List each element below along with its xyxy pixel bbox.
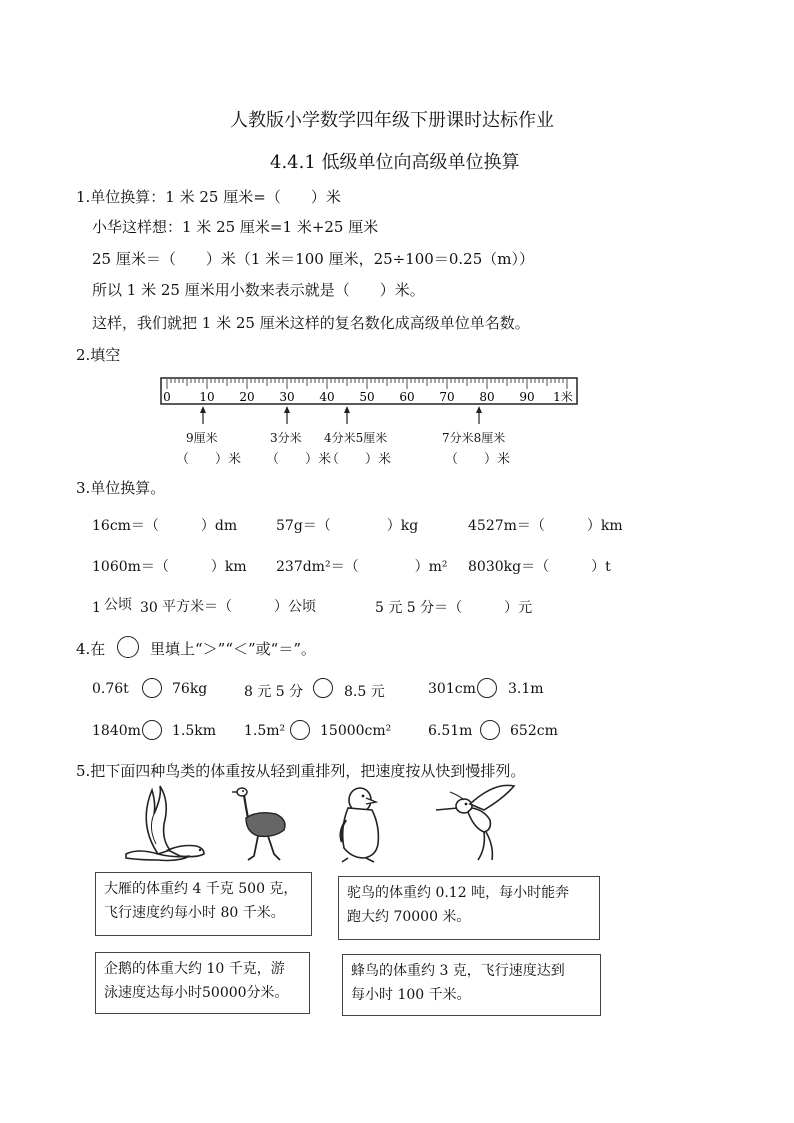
- ruler-number-30: 30: [279, 390, 295, 404]
- q3-item-7-number-1: 1: [92, 600, 101, 616]
- goose-info-box: [95, 872, 312, 936]
- compare-circle-r1-a[interactable]: [142, 678, 162, 698]
- ostrich-info-line-1: 驼鸟的体重约 0.12 吨，每小时能奔: [347, 885, 570, 901]
- ruler-number-70: 70: [439, 390, 455, 404]
- ruler-blank-3: （ ）米: [326, 452, 392, 467]
- compare-circle-example: [117, 636, 139, 658]
- q3-heading: 3.单位换算。: [76, 479, 166, 497]
- q1-line-4: 所以 1 米 25 厘米用小数来表示就是（ ）米。: [92, 281, 425, 299]
- q4-r2-c-left: 6.51m: [428, 723, 473, 739]
- q3-item-7-unit-1: 公顷: [104, 597, 132, 613]
- ostrich-info-line-2: 跑大约 70000 米。: [347, 909, 471, 925]
- ruler-number-1m: 1米: [553, 390, 573, 404]
- q4-r1-a-left: 0.76t: [92, 681, 129, 697]
- ostrich-info-box: [338, 876, 600, 940]
- q4-r2-c-right: 652cm: [510, 723, 558, 739]
- ruler-number-10: 10: [199, 390, 215, 404]
- q4-r2-a-right: 1.5km: [172, 723, 217, 739]
- q2-heading: 2.填空: [76, 346, 121, 364]
- q3-item-4: 1060m＝（ ）km: [92, 559, 247, 575]
- q4-r1-c-left: 301cm: [428, 681, 476, 697]
- q3-item-3: 4527m＝（ ）km: [468, 518, 623, 534]
- penguin-info-box: [95, 952, 310, 1014]
- q5-heading: 5.把下面四种鸟类的体重按从轻到重排列，把速度按从快到慢排列。: [76, 762, 526, 780]
- ruler-arrow-head: [200, 406, 206, 413]
- q4-r2-a-left: 1840m: [92, 723, 141, 739]
- ruler-arrow-head: [476, 406, 482, 413]
- penguin-icon: [336, 782, 386, 866]
- q3-item-8: 5 元 5 分＝（ ）元: [375, 600, 533, 616]
- wild-goose-icon: [118, 784, 210, 864]
- ruler-number-20: 20: [239, 390, 255, 404]
- ruler-arrow-head: [344, 406, 350, 413]
- q3-item-2: 57g＝（ ）kg: [276, 518, 419, 534]
- compare-circle-r1-b[interactable]: [313, 678, 333, 698]
- q1-line-5: 这样，我们就把 1 米 25 厘米这样的复名数化成高级单位单名数。: [92, 314, 530, 332]
- q1-line-2: 小华这样想：1 米 25 厘米=1 米+25 厘米: [92, 218, 379, 236]
- hummingbird-info-line-2: 每小时 100 千米。: [351, 987, 471, 1003]
- hummingbird-info-line-1: 蜂鸟的体重约 3 克，飞行速度达到: [351, 963, 565, 979]
- ruler-blank-2: （ ）米: [266, 452, 332, 467]
- q3-item-5: 237dm²＝（ ）m²: [276, 559, 448, 575]
- q4-r1-b-left: 8 元 5 分: [244, 684, 304, 700]
- q4-r1-b-right: 8.5 元: [344, 684, 385, 700]
- ruler-number-0: 0: [163, 390, 171, 404]
- q3-item-7-rest: 平方米＝（ ）公顷: [162, 599, 316, 615]
- hummingbird-info-box: [342, 954, 601, 1016]
- compare-circle-r2-b[interactable]: [290, 720, 310, 740]
- goose-info-line-1: 大雁的体重约 4 千克 500 克，: [104, 881, 298, 897]
- hummingbird-icon: [434, 780, 520, 866]
- compare-circle-r1-c[interactable]: [477, 678, 497, 698]
- q4-r2-b-right: 15000cm²: [320, 723, 392, 739]
- ostrich-icon: [228, 782, 294, 864]
- ruler-label-4dm5cm: 4分米5厘米: [324, 431, 388, 445]
- q1-line-3: 25 厘米＝（ ）米（1 米＝100 厘米，25÷100＝0.25（m））: [92, 250, 534, 268]
- q3-item-6: 8030kg＝（ ）t: [468, 559, 611, 575]
- ruler-blank-1: （ ）米: [176, 452, 242, 467]
- ruler-blank-4: （ ）米: [445, 452, 511, 467]
- ruler-arrows: [200, 406, 482, 424]
- ruler-number-40: 40: [319, 390, 335, 404]
- goose-info-line-2: 飞行速度约每小时 80 千米。: [104, 905, 285, 921]
- ruler-label-3dm: 3分米: [270, 431, 302, 445]
- q3-item-1: 16cm＝（ ）dm: [92, 518, 238, 534]
- q4-r2-b-left: 1.5m²: [244, 723, 286, 739]
- q4-heading-post: 里填上“＞”“＜”或“＝”。: [150, 640, 317, 658]
- worksheet-title: 人教版小学数学四年级下册课时达标作业: [230, 110, 554, 131]
- q4-r1-a-right: 76kg: [172, 681, 208, 697]
- q3-item-7-number-2: 30: [140, 600, 158, 616]
- compare-circle-r2-a[interactable]: [142, 720, 162, 740]
- ruler-number-60: 60: [399, 390, 415, 404]
- q4-heading-pre: 4.在: [76, 640, 106, 658]
- ruler-number-80: 80: [479, 390, 495, 404]
- ruler-label-7dm8cm: 7分米8厘米: [442, 431, 506, 445]
- compare-circle-r2-c[interactable]: [480, 720, 500, 740]
- ruler-number-90: 90: [519, 390, 535, 404]
- ruler-number-50: 50: [359, 390, 375, 404]
- penguin-info-line-2: 泳速度达每小时50000分米。: [104, 985, 289, 1001]
- lesson-subtitle: 4.4.1 低级单位向高级单位换算: [270, 152, 520, 173]
- ruler-label-9cm: 9厘米: [186, 431, 218, 445]
- ruler-arrow-head: [284, 406, 290, 413]
- q1-line-1: 1.单位换算：1 米 25 厘米=（ ）米: [76, 188, 341, 206]
- q4-r1-c-right: 3.1m: [508, 681, 544, 697]
- penguin-info-line-1: 企鹅的体重大约 10 千克，游: [104, 961, 285, 977]
